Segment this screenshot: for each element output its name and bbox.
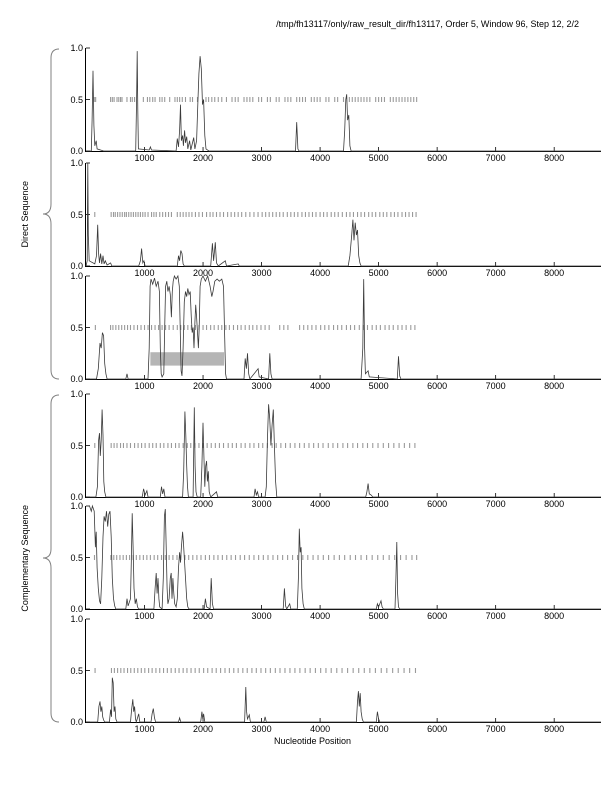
brace-icon: [42, 48, 60, 380]
x-tick-labels: [86, 379, 601, 392]
x-tick-label: 6000: [427, 381, 448, 391]
x-tick-label: 8000: [544, 611, 565, 621]
x-tick-label: 4000: [310, 611, 331, 621]
x-tick-label: 5000: [368, 724, 389, 734]
y-tick-label: 1.0: [70, 389, 83, 399]
y-tick-label: 1.0: [70, 614, 83, 624]
x-tick-label: 5000: [368, 153, 389, 163]
x-tick-label: 2000: [193, 153, 214, 163]
x-tick-label: 1000: [134, 268, 155, 278]
y-tick-label: 0.0: [70, 374, 83, 384]
probability-curve: [86, 163, 601, 266]
probability-curve: [86, 404, 601, 497]
x-tick-label: 1000: [134, 381, 155, 391]
signal-curve-plot: [86, 163, 601, 266]
x-tick-label: 6000: [427, 724, 448, 734]
probability-curve: [86, 506, 601, 609]
x-tick-label: 8000: [544, 381, 565, 391]
y-tick-label: 0.5: [70, 552, 83, 563]
x-tick-label: 2000: [193, 724, 214, 734]
x-tick-label: 7000: [485, 611, 506, 621]
x-tick-label: 7000: [485, 499, 506, 509]
signal-curve-plot: [86, 48, 601, 151]
x-tick-label: 4000: [310, 153, 331, 163]
y-tick-label: 0.5: [70, 209, 83, 220]
x-tick-label: 6000: [427, 611, 448, 621]
x-tick-label: 3000: [251, 268, 272, 278]
y-tick-label: 0.5: [70, 94, 83, 105]
x-tick-label: 6000: [427, 268, 448, 278]
x-tick-label: 7000: [485, 153, 506, 163]
highlight-region: [150, 352, 224, 365]
brace-icon: [42, 394, 60, 723]
panel-direct-3: [70, 271, 601, 391]
y-tick-label: 0.0: [70, 717, 83, 727]
y-tick-label: 0.0: [70, 261, 83, 271]
x-tick-label: 6000: [427, 153, 448, 163]
x-tick-label: 1000: [134, 499, 155, 509]
complementary-group-brace: [42, 394, 60, 723]
x-tick-label: 5000: [368, 381, 389, 391]
x-tick-label: 6000: [427, 499, 448, 509]
x-tick-label: 7000: [485, 268, 506, 278]
x-tick-label: 8000: [544, 724, 565, 734]
y-tick-label: 0.5: [70, 322, 83, 333]
x-tick-label: 5000: [368, 268, 389, 278]
direct-group-brace: [42, 48, 60, 380]
signal-curve-plot: [86, 276, 601, 379]
x-tick-label: 3000: [251, 153, 272, 163]
panel-direct-1: [70, 43, 601, 163]
x-tick-label: 8000: [544, 153, 565, 163]
y-tick-label: 0.5: [70, 440, 83, 451]
x-tick-labels: [86, 722, 601, 735]
x-tick-label: 3000: [251, 611, 272, 621]
x-tick-label: 2000: [193, 381, 214, 391]
x-tick-label: 3000: [251, 499, 272, 509]
x-tick-label: 4000: [310, 381, 331, 391]
panel-direct-2: [70, 158, 601, 278]
x-tick-label: 4000: [310, 724, 331, 734]
signal-curve-plot: [86, 506, 601, 609]
y-tick-label: 0.0: [70, 492, 83, 502]
x-tick-label: 7000: [485, 724, 506, 734]
x-tick-label: 8000: [544, 268, 565, 278]
panel-complementary-1: [70, 389, 601, 509]
x-tick-label: 4000: [310, 499, 331, 509]
signal-curve-plot: [86, 619, 601, 722]
y-tick-label: 1.0: [70, 43, 83, 53]
x-tick-label: 2000: [193, 499, 214, 509]
y-tick-label: 0.0: [70, 146, 83, 156]
x-tick-label: 4000: [310, 268, 331, 278]
x-tick-label: 1000: [134, 611, 155, 621]
complementary-sequence-label: Complementary Sequence: [20, 505, 30, 612]
panel-complementary-2: [70, 501, 601, 621]
panel-complementary-3: [70, 614, 601, 734]
y-tick-label: 0.5: [70, 665, 83, 676]
y-tick-label: 0.0: [70, 604, 83, 614]
figure-title: /tmp/fh13117/only/raw_result_dir/fh13117, Order 5, Window 96, Step 12, 2/2: [276, 19, 579, 29]
x-tick-label: 8000: [544, 499, 565, 509]
y-tick-label: 1.0: [70, 501, 83, 511]
direct-sequence-label: Direct Sequence: [20, 180, 30, 248]
y-tick-label: 1.0: [70, 271, 83, 281]
x-tick-label: 3000: [251, 381, 272, 391]
x-tick-label: 5000: [368, 611, 389, 621]
x-tick-label: 1000: [134, 153, 155, 163]
x-tick-label: 5000: [368, 499, 389, 509]
signal-curve-plot: [86, 394, 601, 497]
x-tick-label: 2000: [193, 611, 214, 621]
x-tick-label: 1000: [134, 724, 155, 734]
x-tick-label: 3000: [251, 724, 272, 734]
x-tick-label: 7000: [485, 381, 506, 391]
y-tick-label: 1.0: [70, 158, 83, 168]
x-tick-label: 2000: [193, 268, 214, 278]
probability-curve: [86, 678, 601, 722]
x-axis-title: Nucleotide Position: [273, 736, 352, 746]
